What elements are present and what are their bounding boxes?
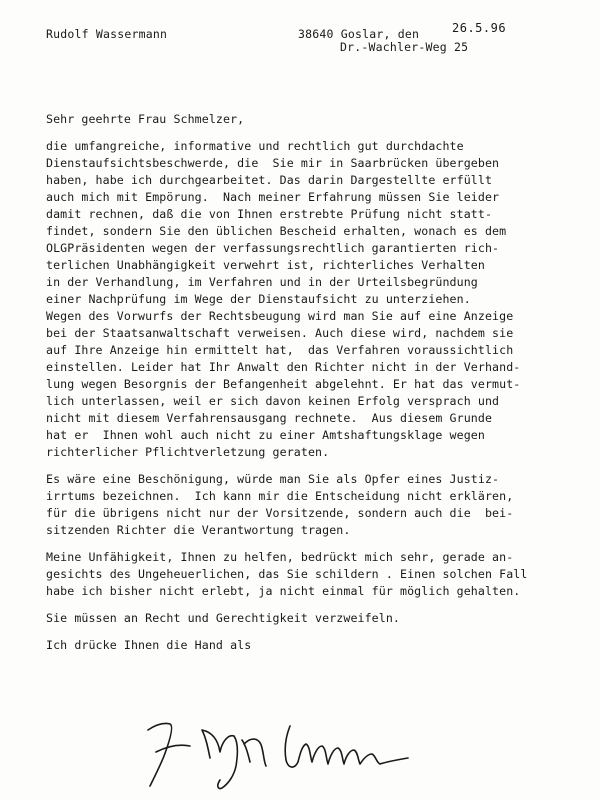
- text-line: lich unterlassen, weil er sich davon keinen Erfolg versprach und: [46, 394, 500, 408]
- text-line: die umfangreiche, informative und rechtlich gut durchdachte: [46, 139, 464, 153]
- text-line: Meine Unfähigkeit, Ihnen zu helfen, bedrückt mich sehr, gerade an-: [46, 550, 514, 564]
- text-line: für die übrigens nicht nur der Vorsitzende, sondern auch die bei-: [46, 506, 514, 520]
- text-line: auf Ihre Anzeige hin ermittelt hat, das Verfahren voraussichtlich: [46, 343, 514, 357]
- salutation: Sehr geehrte Frau Schmelzer,: [46, 112, 245, 126]
- handwritten-date: 26.5.96: [452, 21, 507, 35]
- text-line: haben, habe ich durchgearbeitet. Das darin Dargestellte erfüllt: [46, 173, 493, 187]
- street-address: Dr.-Wachler-Weg 25: [340, 40, 469, 54]
- handwritten-signature: [140, 700, 440, 792]
- text-line: bei der Staatsanwaltschaft verweisen. Auch diese wird, nachdem sie: [46, 326, 514, 340]
- text-line: auch mich mit Empörung. Nach meiner Erfahrung müssen Sie leider: [46, 190, 500, 204]
- text-line: damit rechnen, daß die von Ihnen erstrebte Prüfung nicht statt-: [46, 207, 493, 221]
- text-line: habe ich bisher nicht erlebt, ja nicht einmal für möglich gehalten.: [46, 584, 521, 598]
- closing-line: Ich drücke Ihnen die Hand als: [46, 638, 252, 652]
- text-line: hat er Ihnen wohl auch nicht zu einer Amtshaftungsklage wegen: [46, 428, 485, 442]
- letter-body: [46, 111, 591, 654]
- text-line: Wegen des Vorwurfs der Rechtsbeugung wird man Sie auf eine Anzeige: [46, 309, 514, 323]
- text-line: terlichen Unabhängigkeit verwehrt ist, richterliches Verhalten: [46, 258, 485, 272]
- text-line: in der Verhandlung, im Verfahren und in der Urteilsbegründung: [46, 275, 478, 289]
- text-line: nicht mit diesem Verfahrensausgang rechnete. Aus diesem Grunde: [46, 411, 493, 425]
- text-line: Sie müssen an Recht und Gerechtigkeit verzweifeln.: [46, 611, 401, 625]
- sender-name: Rudolf Wassermann: [46, 27, 168, 41]
- text-line: einstellen. Leider hat Ihr Anwalt den Richter nicht in der Verhand-: [46, 360, 521, 374]
- text-line: Es wäre eine Beschönigung, würde man Sie als Opfer eines Justiz-: [46, 472, 500, 486]
- paragraph-3: [46, 549, 591, 600]
- text-line: einer Nachprüfung im Wege der Dienstaufsicht zu unterziehen.: [46, 292, 471, 306]
- text-line: irrtums bezeichnen. Ich kann mir die Entscheidung nicht erklären,: [46, 489, 514, 503]
- paragraph-4: [46, 610, 591, 627]
- paragraph-1: [46, 138, 591, 461]
- paragraph-2: [46, 471, 591, 539]
- text-line: OLGPräsidenten wegen der verfassungsrechtlich garantierten rich-: [46, 241, 500, 255]
- text-line: gesichts des Ungeheuerlichen, das Sie schildern . Einen solchen Fall: [46, 567, 528, 581]
- text-line: sitzenden Richter die Verantwortung tragen.: [46, 523, 351, 537]
- text-line: Dienstaufsichtsbeschwerde, die Sie mir in Saarbrücken übergeben: [46, 156, 500, 170]
- text-line: findet, sondern Sie den üblichen Bescheid erhalten, wonach es dem: [46, 224, 507, 238]
- place-line: 38640 Goslar, den: [298, 27, 420, 41]
- text-line: richterlicher Pflichtverletzung geraten.: [46, 445, 330, 459]
- text-line: lung wegen Besorgnis der Befangenheit abgelehnt. Er hat das vermut-: [46, 377, 521, 391]
